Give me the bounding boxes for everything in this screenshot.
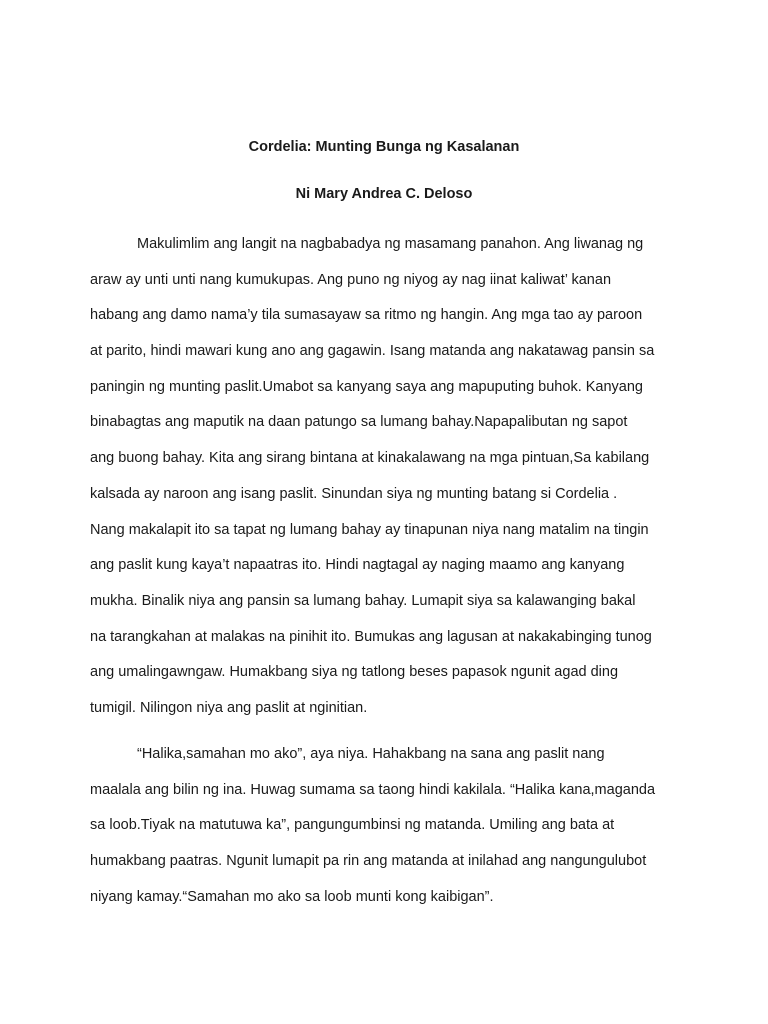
paragraph-line: “Halika,samahan mo ako”, aya niya. Hahakbang na sana ang paslit nang — [137, 746, 605, 762]
story-title: Cordelia: Munting Bunga ng Kasalanan — [248, 139, 520, 155]
paragraph-line: araw ay unti unti nang kumukupas. Ang puno ng niyog ay nag iinat kaliwat’ kanan — [90, 271, 612, 288]
paragraph-line: ang buong bahay. Kita ang sirang bintana at kinakalawang na mga pintuan,Sa kabilang — [90, 450, 650, 467]
paragraph-line: paningin ng munting paslit.Umabot sa kanyang saya ang mapuputing buhok. Kanyang — [90, 378, 643, 395]
paragraph-line: mukha. Binalik niya ang pansin sa lumang bahay. Lumapit siya sa kalawanging bakal — [90, 592, 636, 609]
paragraph-line: ang paslit kung kaya’t napaatras ito. Hindi nagtagal ay naging maamo ang kanyang — [90, 557, 625, 574]
paragraph-line: niyang kamay.“Samahan mo ako sa loob munti kong kaibigan”. — [90, 888, 494, 905]
paragraph-line: maalala ang bilin ng ina. Huwag sumama sa taong hindi kakilala. “Halika kana,maganda — [90, 781, 656, 798]
author-line: Ni Mary Andrea C. Deloso — [295, 186, 473, 202]
paragraph-line: ang umalingawngaw. Humakbang siya ng tatlong beses papasok ngunit agad ding — [90, 664, 619, 681]
paragraph-line: Nang makalapit ito sa tapat ng lumang bahay ay tinapunan niya nang matalim na tingin — [90, 521, 649, 538]
paragraph-line: sa loob.Tiyak na matutuwa ka”, pangungumbinsi ng matanda. Umiling ang bata at — [90, 817, 615, 834]
paragraph-line: tumigil. Nilingon niya ang paslit at nginitian. — [90, 699, 368, 716]
paragraph-line: habang ang damo nama’y tila sumasayaw sa ritmo ng hangin. Ang mga tao ay paroon — [90, 307, 643, 324]
paragraph-line: kalsada ay naroon ang isang paslit. Sinundan siya ng munting batang si Cordelia . — [90, 485, 618, 502]
paragraph-line: humakbang paatras. Ngunit lumapit pa rin ang matanda at inilahad ang nangungulubot — [90, 853, 647, 870]
paragraph-line: binabagtas ang maputik na daan patungo sa lumang bahay.Napapalibutan ng sapot — [90, 414, 628, 431]
paragraph-line: na tarangkahan at malakas na pinihit ito. Bumukas ang lagusan at nakakabinging tunog — [90, 628, 652, 645]
paragraph-2 — [90, 737, 690, 915]
paragraph-line: Makulimlim ang langit na nagbabadya ng masamang panahon. Ang liwanag ng — [137, 236, 644, 252]
paragraph-1 — [90, 227, 690, 727]
paragraph-line: at parito, hindi mawari kung ano ang gagawin. Isang matanda ang nakatawag pansin sa — [90, 343, 655, 360]
